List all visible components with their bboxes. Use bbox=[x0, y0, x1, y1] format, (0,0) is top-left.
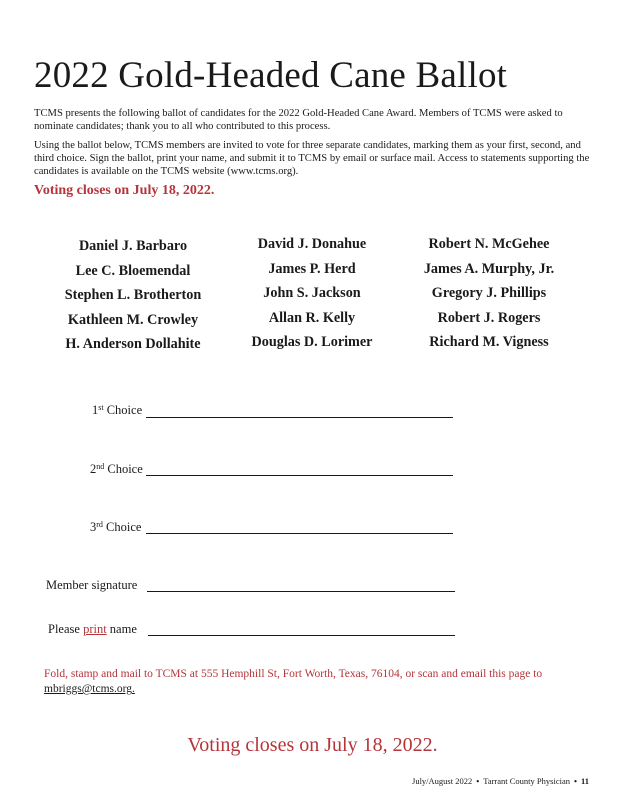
candidate-column-1 bbox=[33, 236, 233, 359]
third-choice-field[interactable] bbox=[146, 519, 453, 534]
candidate-column-3 bbox=[389, 234, 589, 357]
email-link[interactable]: mbriggs@tcms.org bbox=[44, 683, 133, 695]
candidate-name: Lee C. Bloemendal bbox=[75, 262, 191, 279]
voting-deadline-bottom: Voting closes on July 18, 2022. bbox=[187, 734, 438, 756]
candidate-name: Allan R. Kelly bbox=[268, 309, 356, 326]
footer-issue: July/August 2022 bbox=[412, 776, 473, 786]
page-title: 2022 Gold-Headed Cane Ballot bbox=[34, 55, 508, 96]
third-choice-label: 3rd Choice bbox=[90, 520, 142, 534]
candidate-name: Robert N. McGehee bbox=[428, 236, 550, 252]
candidate-name: Robert J. Rogers bbox=[437, 309, 541, 326]
candidate-name: H. Anderson Dollahite bbox=[65, 336, 201, 352]
second-choice-label: 2nd Choice bbox=[90, 462, 143, 476]
candidate-name: John S. Jackson bbox=[263, 285, 361, 301]
candidate-name: Stephen L. Brotherton bbox=[64, 287, 202, 303]
print-name-field[interactable] bbox=[148, 621, 455, 636]
second-choice-field[interactable] bbox=[146, 461, 453, 476]
candidate-name: Richard M. Vigness bbox=[429, 334, 549, 350]
instructions-paragraph: Using the ballot below, TCMS members are invited to vote for three separate candidates, marking them as your first, second, and third choice. Sign the ballot, print your name, and submit it to TCMS by email or surface mail. Access to statements supporting the candidates is available on the TCMS website (www.tcms.org). bbox=[34, 140, 590, 177]
candidate-name: James P. Herd bbox=[268, 260, 356, 277]
candidate-name: Kathleen M. Crowley bbox=[67, 311, 199, 328]
candidate-column-2 bbox=[212, 234, 412, 357]
footer-publication: Tarrant County Physician bbox=[483, 776, 570, 786]
candidate-name: Douglas D. Lorimer bbox=[251, 334, 373, 350]
page-footer: July/August 2022 • Tarrant County Physician • 11 bbox=[412, 776, 589, 786]
candidate-name: James A. Murphy, Jr. bbox=[423, 260, 555, 277]
candidate-name: Gregory J. Phillips bbox=[431, 285, 547, 301]
voting-deadline-top: Voting closes on July 18, 2022. bbox=[34, 183, 215, 198]
first-choice-field[interactable] bbox=[146, 403, 453, 418]
signature-field[interactable] bbox=[147, 577, 455, 592]
mailing-instructions: Fold, stamp and mail to TCMS at 555 Hemphill St, Fort Worth, Texas, 76104, or scan and email this page to mbriggs@tcms.org. bbox=[44, 668, 543, 695]
candidate-name: David J. Donahue bbox=[257, 236, 367, 252]
signature-label: Member signature bbox=[46, 578, 138, 592]
intro-paragraph: TCMS presents the following ballot of candidates for the 2022 Gold-Headed Cane Award. Members of TCMS were asked to nominate candidates; thank you to all who contributed to this process. bbox=[34, 108, 563, 132]
print-name-label: Please print name bbox=[48, 622, 137, 636]
page-number: 11 bbox=[580, 776, 589, 786]
first-choice-label: 1st Choice bbox=[92, 403, 143, 417]
candidate-name: Daniel J. Barbaro bbox=[78, 238, 188, 254]
